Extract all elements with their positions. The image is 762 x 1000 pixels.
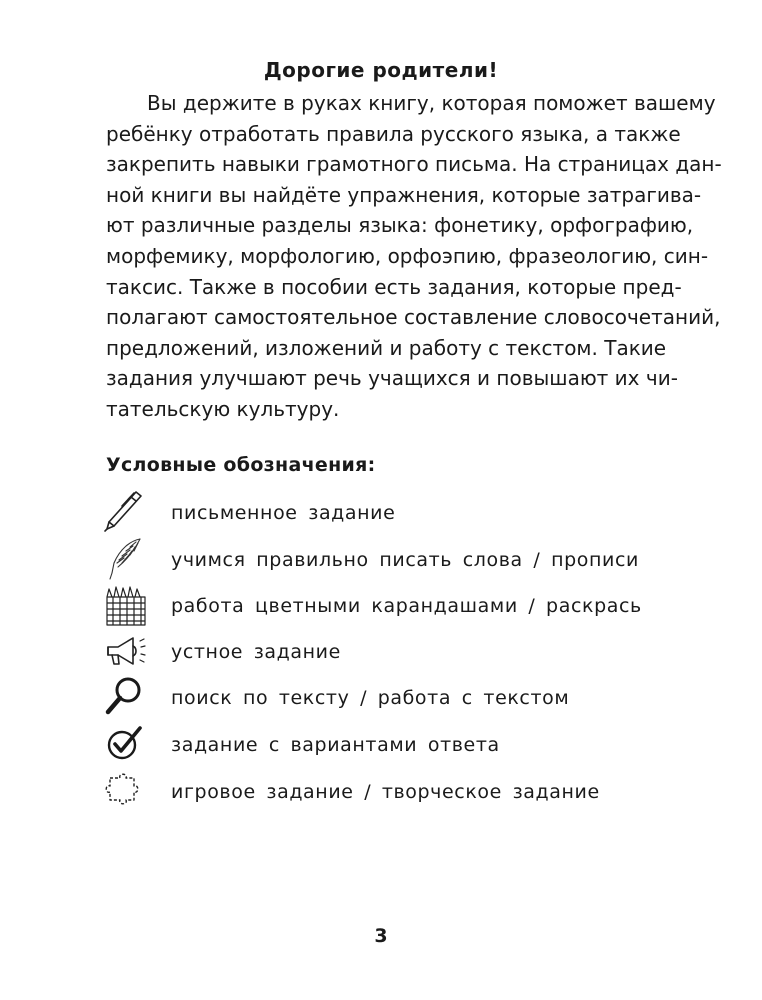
quill-feather-icon	[100, 535, 150, 581]
pen-icon	[100, 488, 150, 534]
colored-pencils-icon	[100, 581, 150, 627]
intro-line: ной книги вы найдёте упражнения, которые затрагива-	[106, 182, 702, 207]
intro-line: полагают самостоятельное составление словосочетаний,	[106, 305, 721, 330]
legend-label: письменное задание	[171, 502, 396, 524]
legend-item	[100, 673, 700, 719]
intro-line: Вы держите в руках книгу, которая поможет вашему	[147, 91, 716, 115]
legend-item	[100, 488, 700, 534]
intro-line: тательскую культуру.	[106, 396, 340, 421]
intro-paragraph	[106, 88, 722, 425]
legend-label: поиск по тексту / работа с текстом	[171, 687, 570, 709]
legend-item	[100, 581, 700, 627]
megaphone-icon	[100, 627, 150, 673]
intro-line: ребёнку отработать правила русского языка, а также	[106, 121, 681, 146]
legend-label: учимся правильно писать слова / прописи	[171, 549, 639, 571]
legend-item	[100, 535, 700, 581]
legend-item	[100, 720, 700, 766]
legend-title: Условные обозначения:	[106, 454, 376, 476]
page-heading: Дорогие родители!	[263, 58, 499, 82]
checkmark-circle-icon	[100, 720, 150, 766]
intro-line: задания улучшают речь учащихся и повышают их чи-	[106, 366, 678, 391]
legend-item	[100, 767, 700, 813]
legend-label: задание с вариантами ответа	[171, 734, 500, 756]
page-number: 3	[374, 925, 388, 947]
intro-line: предложений, изложений и работу с текстом. Такие	[106, 335, 667, 360]
intro-line: морфемику, морфологию, орфоэпию, фразеологию, син-	[106, 243, 709, 268]
puzzle-piece-icon	[100, 767, 150, 813]
legend-label: устное задание	[171, 641, 341, 663]
legend-label: игровое задание / творческое задание	[171, 781, 600, 803]
intro-line: ют различные разделы языка: фонетику, орфографию,	[106, 213, 694, 238]
intro-line: закрепить навыки грамотного письма. На страницах дан-	[106, 152, 722, 177]
legend-label: работа цветными карандашами / раскрась	[171, 595, 642, 617]
magnifier-icon	[100, 673, 150, 719]
legend-item	[100, 627, 700, 673]
intro-line: таксис. Также в пособии есть задания, которые пред-	[106, 274, 682, 299]
